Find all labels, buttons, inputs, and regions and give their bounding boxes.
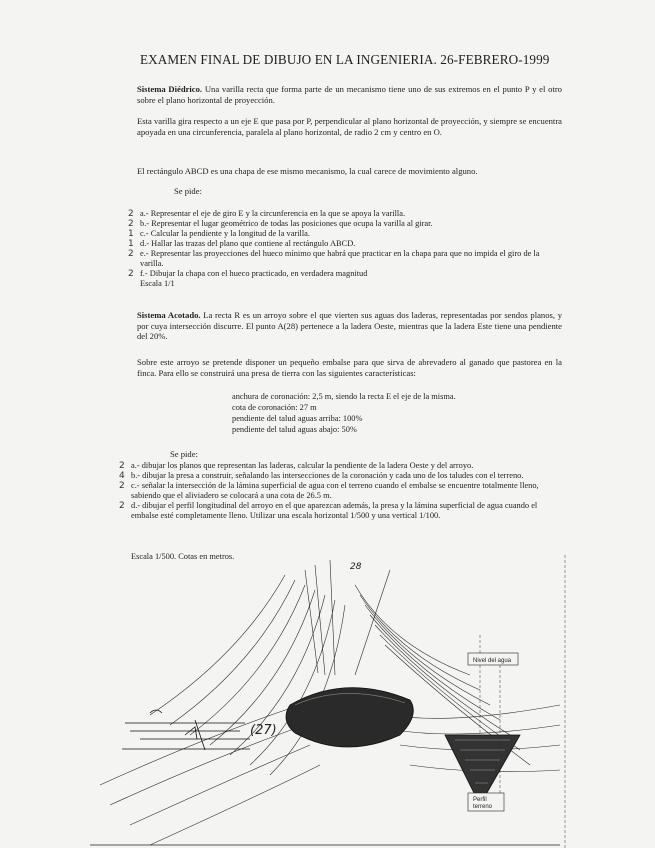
acotado-intro bbox=[137, 310, 562, 342]
dam-contour-drawing bbox=[90, 555, 570, 848]
acotado-p1: La recta R es un arroyo sobre el que vierten sus aguas dos laderas, representadas por sendos planos, y por cuya intersección discurre. El punto A(28) pertenece a la ladera Oeste, mientras que la ladera Este tiene una pendiente del 20%. bbox=[137, 310, 562, 342]
question-text: a.- Representar el eje de giro E y la circunferencia en la que se apoya la varilla. bbox=[140, 209, 406, 218]
nivel-label: Nivel del agua bbox=[473, 658, 512, 664]
diedrico-p2: Esta varilla gira respecto a un eje E que pasa por P, perpendicular al plano horizontal de proyección, y siempre se encuentra apoyada en una circunferencia, paralela al plano horizontal, de radio 2 cm y centro en O. bbox=[137, 116, 562, 137]
score-mark: 1 bbox=[128, 239, 134, 249]
score-mark: 2 bbox=[128, 209, 134, 219]
acotado-question bbox=[119, 461, 562, 471]
question-text: d.- dibujar el perfil longitudinal del arroyo en el que aparezcan además, la presa y la lámina superficial de agua cuando el embalse esté completamente lleno. Utilizar una escala horizontal 1/500 y una vertical 1/100. bbox=[131, 501, 538, 520]
spec-line: anchura de coronación: 2,5 m, siendo la recta E el eje de la misma. bbox=[232, 392, 456, 401]
acotado-se-pide: Se pide: bbox=[170, 449, 198, 459]
acotado-question bbox=[119, 481, 562, 501]
handwritten-top-label: 28 bbox=[350, 562, 362, 572]
spec-line: pendiente del talud aguas abajo: 50% bbox=[232, 425, 357, 434]
diedrico-se-pide: Se pide: bbox=[174, 186, 202, 196]
acotado-scale: Escala 1/500. Cotas en metros. bbox=[131, 552, 235, 561]
spec-line: cota de coronación: 27 m bbox=[232, 403, 317, 412]
perfil-label-2: terreno bbox=[473, 804, 493, 810]
dam-body bbox=[286, 688, 413, 747]
question-text: e.- Representar las proyecciones del hueco mínimo que habrá que practicar en la chapa para que no impida el giro de la varilla. bbox=[140, 249, 540, 268]
acotado-p2: Sobre este arroyo se pretende disponer un pequeño embalse para que sirva de abrevadero al ganado que pastorea en la finca. Para ello se construirá una presa de tierra con las siguientes características: bbox=[137, 357, 562, 378]
score-mark: 4 bbox=[119, 471, 125, 481]
question-text: f.- Dibujar la chapa con el hueco practicado, en verdadera magnitud bbox=[140, 269, 368, 278]
acotado-question-list bbox=[119, 461, 562, 521]
score-mark: 1 bbox=[128, 229, 134, 239]
perfil-label-1: Perfil bbox=[473, 797, 487, 803]
dam-specs bbox=[232, 391, 456, 435]
question-text: c.- señalar la intersección de la lámina superficial de agua con el terreno cuando el embalse se encuentre totalmente lleno, sabiendo que el aliviadero se colocará a una cota de 26.5 m. bbox=[131, 481, 539, 500]
question-text: b.- dibujar la presa a construir, señalando las intersecciones de la coronación y cada uno de los taludes con el terreno. bbox=[131, 471, 524, 480]
acotado-question bbox=[119, 471, 562, 481]
diedrico-question bbox=[128, 219, 562, 229]
diedrico-question bbox=[128, 249, 562, 269]
diedrico-intro bbox=[137, 84, 562, 105]
diedrico-heading: Sistema Diédrico. bbox=[137, 84, 203, 94]
acotado-heading: Sistema Acotado. bbox=[137, 310, 201, 320]
question-text: a.- dibujar los planos que representan las laderas, calcular la pendiente de la ladera Oeste y del arroyo. bbox=[131, 461, 474, 470]
score-mark: 2 bbox=[119, 501, 125, 511]
score-mark: 2 bbox=[119, 461, 125, 471]
handwritten-note: (27) bbox=[250, 723, 277, 738]
score-mark: 2 bbox=[128, 249, 134, 259]
diedrico-p3: El rectángulo ABCD es una chapa de ese mismo mecanismo, la cual carece de movimiento alguno. bbox=[137, 166, 478, 176]
spec-line: pendiente del talud aguas arriba: 100% bbox=[232, 414, 363, 423]
diedrico-question bbox=[128, 209, 562, 219]
diedrico-question bbox=[128, 269, 562, 279]
diedrico-p1: Una varilla recta que forma parte de un mecanismo tiene uno de sus extremos en el punto P y el otro sobre el plano horizontal de proyección. bbox=[137, 84, 562, 105]
acotado-question bbox=[119, 501, 562, 521]
diedrico-question bbox=[128, 229, 562, 239]
diedrico-scale: Escala 1/1 bbox=[140, 279, 175, 288]
score-mark: 2 bbox=[128, 219, 134, 229]
question-text: b.- Representar el lugar geométrico de todas las posiciones que ocupa la varilla al girar. bbox=[140, 219, 433, 228]
question-text: c.- Calcular la pendiente y la longitud de la varilla. bbox=[140, 229, 310, 238]
diedrico-question-list bbox=[128, 209, 562, 289]
score-mark: 2 bbox=[119, 481, 125, 491]
question-text: d.- Hallar las trazas del plano que contiene al rectángulo ABCD. bbox=[140, 239, 356, 248]
exam-title: EXAMEN FINAL DE DIBUJO EN LA INGENIERIA. 26-FEBRERO-1999 bbox=[140, 52, 550, 67]
diedrico-question bbox=[128, 239, 562, 249]
score-mark: 2 bbox=[128, 269, 134, 279]
